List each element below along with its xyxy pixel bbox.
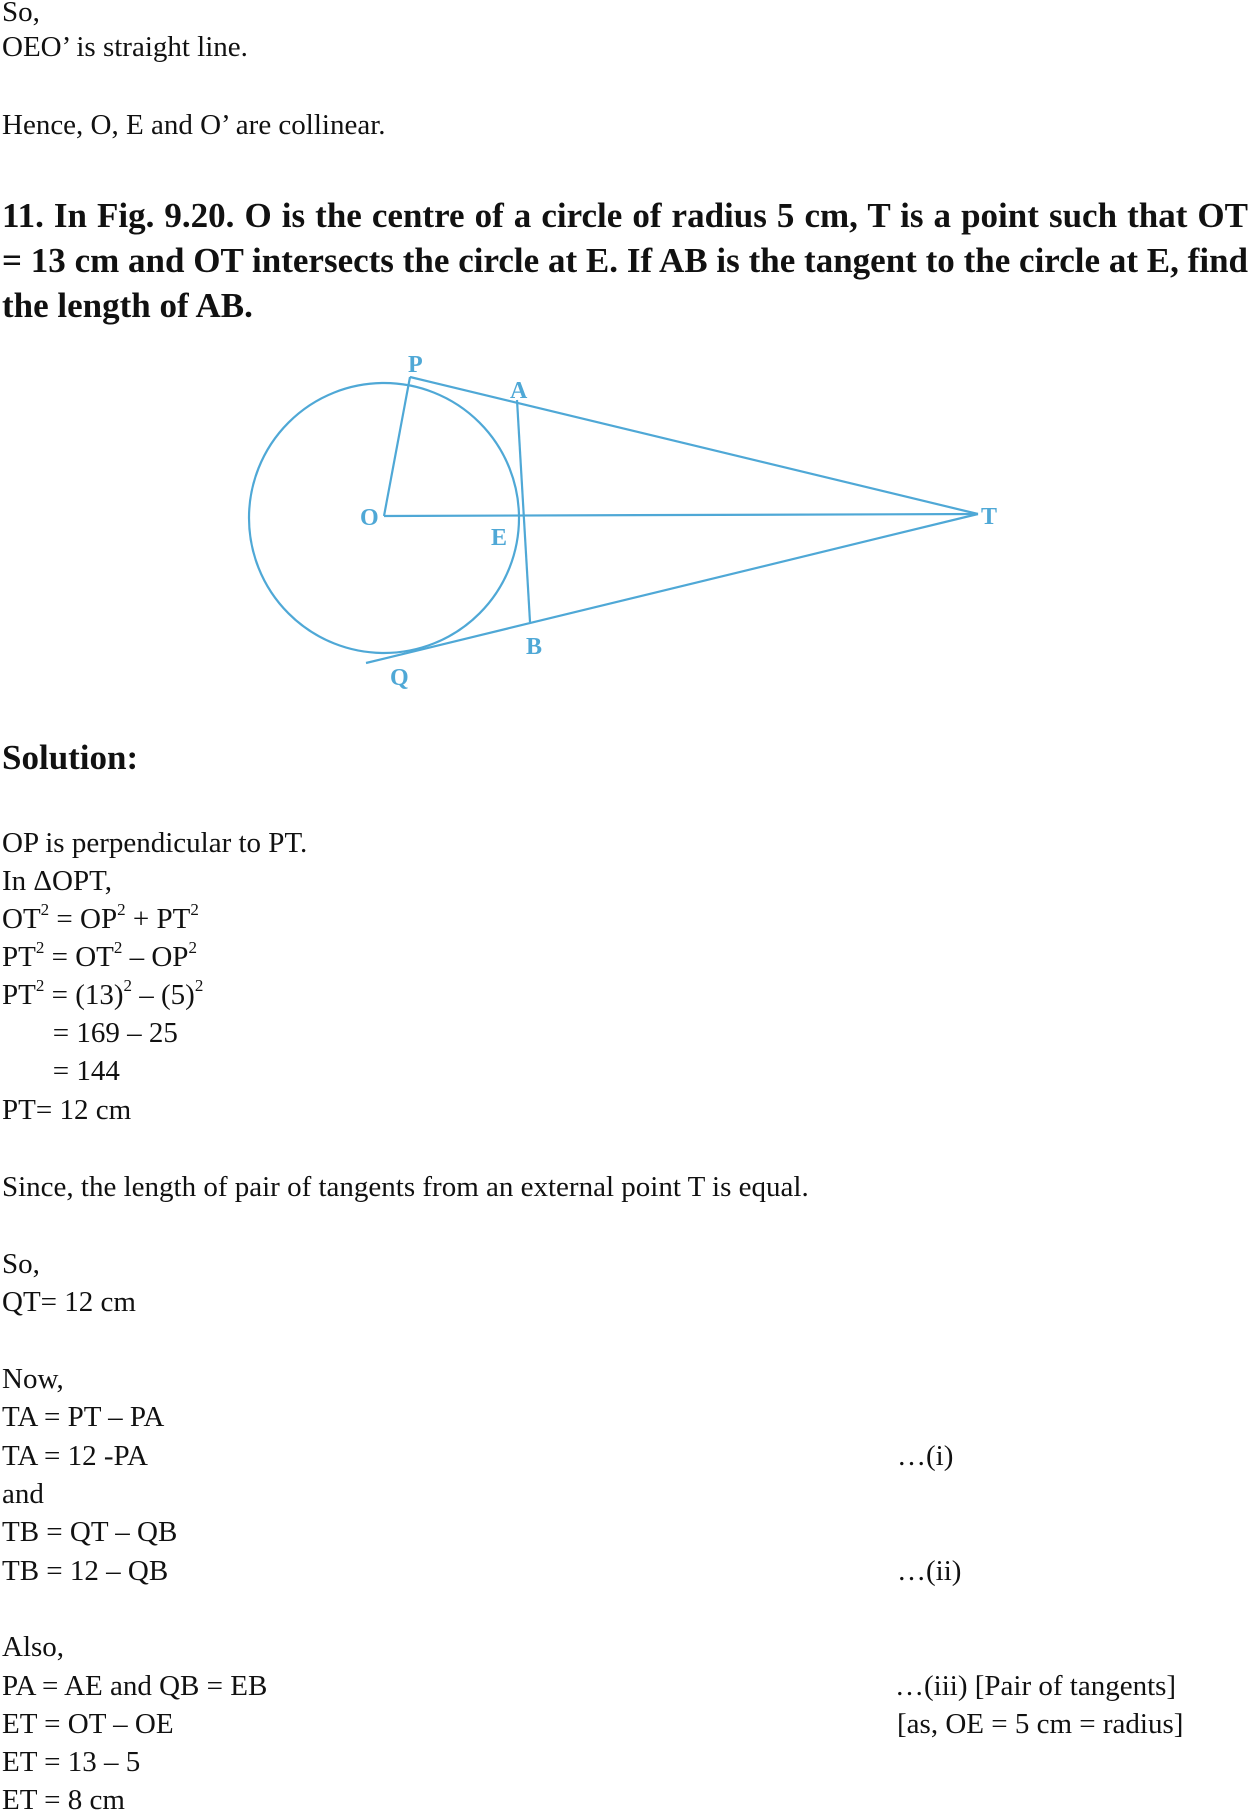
solution-line-16: TB = QT – QB [2, 1516, 178, 1548]
label-b: B [526, 634, 543, 660]
solution-line-14: TA = 12 -PA [2, 1440, 148, 1472]
equation-ref-iii: …(iii) [Pair of tangents] [895, 1670, 1177, 1702]
label-q: Q [390, 665, 409, 691]
solution-line-13: TA = PT – PA [2, 1401, 165, 1433]
solution-line-8: PT= 12 cm [2, 1094, 132, 1126]
solution-line-11: QT= 12 cm [2, 1286, 136, 1318]
label-t: T [981, 504, 998, 530]
solution-line-2: In ΔOPT, [2, 865, 112, 897]
solution-line-12: Now, [2, 1363, 64, 1395]
solution-line-17: TB = 12 – QB [2, 1555, 169, 1587]
solution-line-15: and [2, 1478, 44, 1510]
solution-line-21: ET = 13 – 5 [2, 1746, 141, 1778]
solution-line-18: Also, [2, 1631, 65, 1663]
label-o: O [360, 505, 379, 531]
equation-ref-i: …(i) [897, 1440, 954, 1472]
solution-line-3: $OT^2 = OP^2 + PT^2$ [2, 900, 199, 935]
intro-so: So, [2, 0, 40, 28]
solution-line-4: $PT^2 = OT^2 - OP^2$ [2, 938, 197, 973]
solution-line-19: PA = AE and QB = EB [2, 1670, 268, 1702]
solution-line-9: Since, the length of pair of tangents from an external point T is equal. [2, 1171, 809, 1203]
solution-line-22: ET = 8 cm [2, 1784, 125, 1816]
equation-ref-ii: …(ii) [897, 1555, 962, 1587]
solution-line-5: $PT^2 = (13)^2 - (5)^2$ [2, 976, 204, 1011]
intro-straight-line: OEO’ is straight line. [2, 31, 248, 63]
tangent-qt [366, 514, 978, 663]
label-a: A [510, 378, 528, 404]
question-heading: 11. In Fig. 9.20. O is the centre of a circle of radius 5 cm, T is a point such that OT = 13 cm and OT intersects the circle at E. If AB is the tangent to the circle at E, find the length of AB. [2, 196, 1248, 325]
tangent-pt [410, 377, 978, 514]
solution-line-6: = 169 – 25 [2, 1017, 178, 1049]
label-p: P [408, 352, 423, 378]
solution-title: Solution: [2, 738, 139, 777]
figure-9-20 [0, 340, 1251, 710]
solution-line-20: ET = OT – OE [2, 1708, 174, 1740]
radius-op [384, 377, 410, 516]
intro-collinear: Hence, O, E and O’ are collinear. [2, 109, 386, 141]
line-ot [384, 514, 978, 516]
figure-lines [249, 377, 978, 663]
solution-line-7: = 144 [2, 1055, 120, 1087]
solution-line-10: So, [2, 1248, 40, 1280]
radius-note: [as, OE = 5 cm = radius] [897, 1708, 1184, 1740]
label-e: E [491, 525, 508, 551]
solution-line-1: OP is perpendicular to PT. [2, 827, 308, 859]
circle [249, 383, 519, 653]
